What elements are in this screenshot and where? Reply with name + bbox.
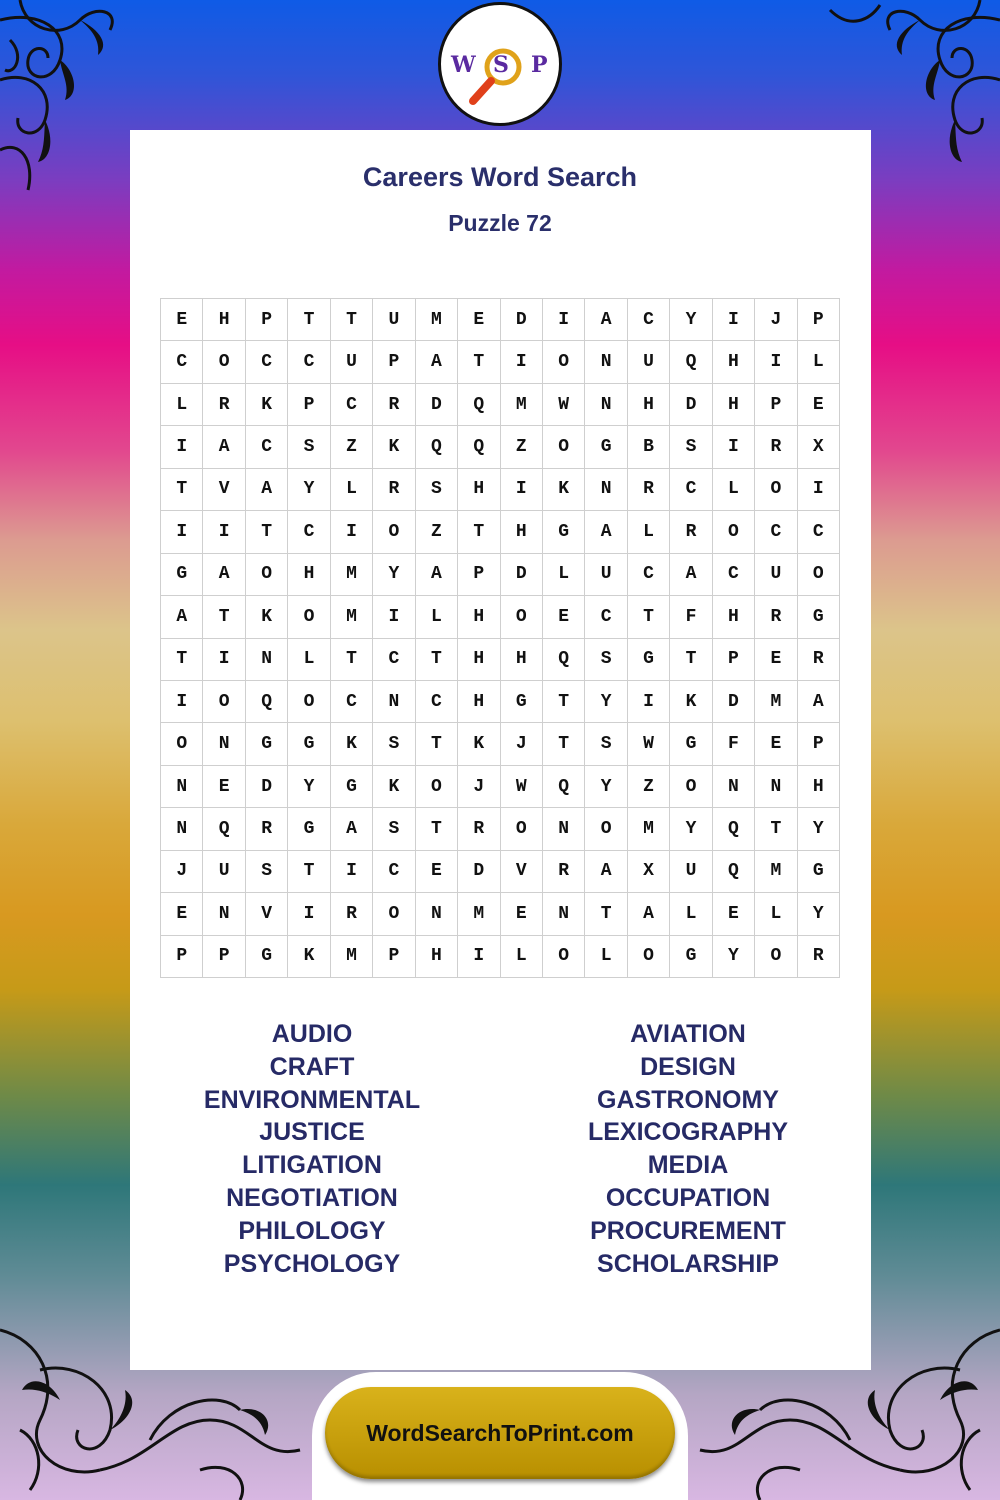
grid-cell[interactable]: A bbox=[585, 851, 627, 893]
grid-cell[interactable]: N bbox=[161, 808, 203, 850]
grid-cell[interactable]: I bbox=[501, 341, 543, 383]
grid-cell[interactable]: M bbox=[416, 299, 458, 341]
grid-cell[interactable]: I bbox=[458, 936, 500, 978]
logo-letter-p: P bbox=[531, 52, 548, 78]
grid-cell[interactable]: R bbox=[373, 469, 415, 511]
grid-cell[interactable]: U bbox=[373, 299, 415, 341]
grid-cell[interactable]: T bbox=[331, 299, 373, 341]
grid-cell[interactable]: M bbox=[331, 554, 373, 596]
grid-cell[interactable]: Z bbox=[628, 766, 670, 808]
grid-cell[interactable]: T bbox=[628, 596, 670, 638]
grid-cell[interactable]: G bbox=[798, 596, 840, 638]
grid-cell[interactable]: R bbox=[755, 596, 797, 638]
grid-cell[interactable]: D bbox=[713, 681, 755, 723]
grid-cell[interactable]: G bbox=[288, 723, 330, 765]
grid-cell[interactable]: L bbox=[501, 936, 543, 978]
grid-cell[interactable]: C bbox=[288, 341, 330, 383]
grid-cell[interactable]: H bbox=[713, 596, 755, 638]
grid-cell[interactable]: O bbox=[416, 766, 458, 808]
grid-cell[interactable]: U bbox=[628, 341, 670, 383]
grid-cell[interactable]: L bbox=[543, 554, 585, 596]
grid-cell[interactable]: E bbox=[458, 299, 500, 341]
grid-cell[interactable]: T bbox=[543, 723, 585, 765]
grid-cell[interactable]: T bbox=[416, 639, 458, 681]
grid-cell[interactable]: N bbox=[246, 639, 288, 681]
grid-cell[interactable]: Z bbox=[331, 426, 373, 468]
grid-cell[interactable]: I bbox=[373, 596, 415, 638]
grid-cell[interactable]: T bbox=[161, 639, 203, 681]
grid-cell[interactable]: I bbox=[331, 511, 373, 553]
grid-cell[interactable]: I bbox=[713, 426, 755, 468]
grid-cell[interactable]: F bbox=[713, 723, 755, 765]
grid-cell[interactable]: A bbox=[416, 341, 458, 383]
grid-cell[interactable]: D bbox=[458, 851, 500, 893]
grid-cell[interactable]: A bbox=[670, 554, 712, 596]
grid-cell[interactable]: F bbox=[670, 596, 712, 638]
grid-cell[interactable]: O bbox=[755, 936, 797, 978]
grid-cell[interactable]: I bbox=[288, 893, 330, 935]
grid-cell[interactable]: G bbox=[246, 723, 288, 765]
grid-cell[interactable]: S bbox=[373, 808, 415, 850]
grid-cell[interactable]: X bbox=[628, 851, 670, 893]
grid-cell[interactable]: T bbox=[288, 851, 330, 893]
grid-cell[interactable]: E bbox=[501, 893, 543, 935]
grid-cell[interactable]: C bbox=[670, 469, 712, 511]
grid-cell[interactable]: H bbox=[458, 681, 500, 723]
grid-cell[interactable]: Y bbox=[288, 469, 330, 511]
grid-cell[interactable]: T bbox=[288, 299, 330, 341]
grid-cell[interactable]: U bbox=[203, 851, 245, 893]
grid-cell[interactable]: P bbox=[203, 936, 245, 978]
word-item: GASTRONOMY bbox=[597, 1085, 779, 1114]
grid-cell[interactable]: R bbox=[458, 808, 500, 850]
grid-cell[interactable]: I bbox=[161, 426, 203, 468]
grid-cell[interactable]: C bbox=[416, 681, 458, 723]
grid-cell[interactable]: S bbox=[416, 469, 458, 511]
grid-cell[interactable]: Q bbox=[416, 426, 458, 468]
grid-cell[interactable]: E bbox=[755, 639, 797, 681]
grid-cell[interactable]: Q bbox=[543, 766, 585, 808]
grid-cell[interactable]: C bbox=[331, 681, 373, 723]
grid-cell[interactable]: R bbox=[203, 384, 245, 426]
grid-cell[interactable]: H bbox=[416, 936, 458, 978]
grid-cell[interactable]: I bbox=[755, 341, 797, 383]
grid-cell[interactable]: A bbox=[798, 681, 840, 723]
grid-cell[interactable]: Q bbox=[543, 639, 585, 681]
grid-cell[interactable]: I bbox=[543, 299, 585, 341]
grid-cell[interactable]: R bbox=[543, 851, 585, 893]
grid-cell[interactable]: T bbox=[161, 469, 203, 511]
grid-cell[interactable]: S bbox=[585, 723, 627, 765]
grid-cell[interactable]: K bbox=[373, 426, 415, 468]
grid-cell[interactable]: N bbox=[373, 681, 415, 723]
grid-cell[interactable]: Y bbox=[798, 808, 840, 850]
grid-cell[interactable]: K bbox=[331, 723, 373, 765]
grid-cell[interactable]: O bbox=[373, 511, 415, 553]
word-item: ENVIRONMENTAL bbox=[203, 1085, 421, 1114]
grid-cell[interactable]: I bbox=[161, 681, 203, 723]
grid-cell[interactable]: K bbox=[543, 469, 585, 511]
grid-cell[interactable]: C bbox=[288, 511, 330, 553]
site-link-button[interactable]: WordSearchToPrint.com bbox=[325, 1387, 675, 1479]
grid-cell[interactable]: T bbox=[458, 341, 500, 383]
grid-cell[interactable]: E bbox=[755, 723, 797, 765]
grid-cell[interactable]: G bbox=[331, 766, 373, 808]
grid-cell[interactable]: L bbox=[331, 469, 373, 511]
grid-cell[interactable]: X bbox=[798, 426, 840, 468]
grid-cell[interactable]: P bbox=[798, 299, 840, 341]
grid-cell[interactable]: O bbox=[501, 596, 543, 638]
grid-cell[interactable]: M bbox=[628, 808, 670, 850]
grid-cell[interactable]: N bbox=[585, 384, 627, 426]
grid-cell[interactable]: O bbox=[628, 936, 670, 978]
grid-cell[interactable]: Y bbox=[288, 766, 330, 808]
grid-cell[interactable]: Z bbox=[416, 511, 458, 553]
grid-cell[interactable]: K bbox=[373, 766, 415, 808]
word-item: JUSTICE bbox=[259, 1118, 365, 1147]
word-item: MEDIA bbox=[647, 1151, 729, 1180]
grid-cell[interactable]: Y bbox=[670, 808, 712, 850]
grid-cell[interactable]: N bbox=[203, 723, 245, 765]
grid-cell[interactable]: N bbox=[713, 766, 755, 808]
grid-cell[interactable]: D bbox=[501, 554, 543, 596]
grid-cell[interactable]: D bbox=[246, 766, 288, 808]
grid-cell[interactable]: O bbox=[543, 426, 585, 468]
grid-cell[interactable]: I bbox=[203, 639, 245, 681]
grid-cell[interactable]: T bbox=[585, 893, 627, 935]
grid-cell[interactable]: O bbox=[203, 341, 245, 383]
grid-cell[interactable]: O bbox=[543, 341, 585, 383]
grid-cell[interactable]: H bbox=[501, 639, 543, 681]
grid-cell[interactable]: G bbox=[288, 808, 330, 850]
grid-cell[interactable]: M bbox=[755, 681, 797, 723]
grid-cell[interactable]: J bbox=[501, 723, 543, 765]
grid-cell[interactable]: R bbox=[798, 639, 840, 681]
grid-cell[interactable]: I bbox=[628, 681, 670, 723]
grid-cell[interactable]: S bbox=[246, 851, 288, 893]
word-item: OCCUPATION bbox=[605, 1183, 771, 1212]
page-title: Careers Word Search bbox=[362, 162, 638, 192]
grid-cell[interactable]: M bbox=[458, 893, 500, 935]
grid-cell[interactable]: B bbox=[628, 426, 670, 468]
grid-cell[interactable]: K bbox=[458, 723, 500, 765]
grid-cell[interactable]: H bbox=[713, 341, 755, 383]
grid-cell[interactable]: C bbox=[246, 426, 288, 468]
grid-cell[interactable]: C bbox=[161, 341, 203, 383]
word-item: PSYCHOLOGY bbox=[223, 1249, 401, 1278]
grid-cell[interactable]: Y bbox=[670, 299, 712, 341]
grid-cell[interactable]: T bbox=[543, 681, 585, 723]
grid-cell[interactable]: G bbox=[628, 639, 670, 681]
grid-cell[interactable]: O bbox=[288, 681, 330, 723]
grid-cell[interactable]: O bbox=[246, 554, 288, 596]
grid-cell[interactable]: H bbox=[458, 639, 500, 681]
grid-cell[interactable]: E bbox=[203, 766, 245, 808]
grid-cell[interactable]: A bbox=[331, 808, 373, 850]
grid-cell[interactable]: E bbox=[416, 851, 458, 893]
grid-cell[interactable]: Q bbox=[670, 341, 712, 383]
grid-cell[interactable]: U bbox=[670, 851, 712, 893]
word-item: AUDIO bbox=[271, 1020, 353, 1048]
grid-cell[interactable]: E bbox=[161, 893, 203, 935]
grid-cell[interactable]: O bbox=[288, 596, 330, 638]
grid-cell[interactable]: W bbox=[543, 384, 585, 426]
word-item: LEXICOGRAPHY bbox=[587, 1118, 789, 1147]
grid-cell[interactable]: P bbox=[755, 384, 797, 426]
grid-cell[interactable]: I bbox=[713, 299, 755, 341]
grid-cell[interactable]: N bbox=[161, 766, 203, 808]
grid-cell[interactable]: K bbox=[246, 596, 288, 638]
grid-cell[interactable]: W bbox=[628, 723, 670, 765]
word-list-right bbox=[508, 1018, 868, 1280]
grid-cell[interactable]: Z bbox=[501, 426, 543, 468]
grid-cell[interactable]: J bbox=[458, 766, 500, 808]
grid-cell[interactable]: I bbox=[501, 469, 543, 511]
grid-cell[interactable]: T bbox=[458, 511, 500, 553]
grid-cell[interactable]: T bbox=[246, 511, 288, 553]
grid-cell[interactable]: Q bbox=[713, 851, 755, 893]
grid-cell[interactable]: U bbox=[755, 554, 797, 596]
grid-cell[interactable]: P bbox=[458, 554, 500, 596]
grid-cell[interactable]: A bbox=[203, 554, 245, 596]
grid-cell[interactable]: S bbox=[670, 426, 712, 468]
grid-cell[interactable]: L bbox=[416, 596, 458, 638]
grid-cell[interactable]: A bbox=[416, 554, 458, 596]
grid-cell[interactable]: C bbox=[373, 639, 415, 681]
grid-cell[interactable]: S bbox=[373, 723, 415, 765]
grid-cell[interactable]: N bbox=[543, 893, 585, 935]
grid-cell[interactable]: N bbox=[585, 469, 627, 511]
grid-cell[interactable]: Q bbox=[458, 384, 500, 426]
grid-cell[interactable]: R bbox=[246, 808, 288, 850]
word-item: DESIGN bbox=[640, 1052, 736, 1081]
grid-cell[interactable]: C bbox=[585, 596, 627, 638]
grid-cell[interactable]: R bbox=[628, 469, 670, 511]
grid-cell[interactable]: H bbox=[501, 511, 543, 553]
grid-cell[interactable]: G bbox=[798, 851, 840, 893]
grid-cell[interactable]: C bbox=[628, 554, 670, 596]
wsp-logo bbox=[438, 2, 562, 126]
grid-cell[interactable]: H bbox=[713, 384, 755, 426]
grid-cell[interactable]: C bbox=[246, 341, 288, 383]
grid-cell[interactable]: H bbox=[628, 384, 670, 426]
grid-cell[interactable]: L bbox=[798, 341, 840, 383]
grid-cell[interactable]: O bbox=[161, 723, 203, 765]
grid-cell[interactable]: R bbox=[331, 893, 373, 935]
grid-cell[interactable]: S bbox=[288, 426, 330, 468]
grid-cell[interactable]: D bbox=[670, 384, 712, 426]
grid-cell[interactable]: A bbox=[161, 596, 203, 638]
grid-cell[interactable]: L bbox=[755, 893, 797, 935]
grid-cell[interactable]: K bbox=[670, 681, 712, 723]
grid-cell[interactable]: M bbox=[331, 936, 373, 978]
grid-cell[interactable]: O bbox=[713, 511, 755, 553]
grid-cell[interactable]: Q bbox=[246, 681, 288, 723]
grid-cell[interactable]: L bbox=[288, 639, 330, 681]
grid-cell[interactable]: S bbox=[585, 639, 627, 681]
grid-cell[interactable]: T bbox=[416, 808, 458, 850]
grid-cell[interactable]: P bbox=[373, 936, 415, 978]
grid-cell[interactable]: K bbox=[246, 384, 288, 426]
grid-cell[interactable]: L bbox=[161, 384, 203, 426]
grid-cell[interactable]: G bbox=[246, 936, 288, 978]
grid-cell[interactable]: Y bbox=[713, 936, 755, 978]
grid-cell[interactable]: M bbox=[755, 851, 797, 893]
grid-cell[interactable]: Y bbox=[585, 681, 627, 723]
grid-cell[interactable]: G bbox=[543, 511, 585, 553]
grid-cell[interactable]: G bbox=[501, 681, 543, 723]
grid-cell[interactable]: W bbox=[501, 766, 543, 808]
grid-cell[interactable]: C bbox=[755, 511, 797, 553]
word-item: NEGOTIATION bbox=[226, 1183, 398, 1212]
grid-cell[interactable]: T bbox=[670, 639, 712, 681]
grid-cell[interactable]: C bbox=[628, 299, 670, 341]
grid-cell[interactable]: N bbox=[203, 893, 245, 935]
grid-cell[interactable]: E bbox=[161, 299, 203, 341]
grid-cell[interactable]: C bbox=[798, 511, 840, 553]
grid-cell[interactable]: E bbox=[798, 384, 840, 426]
grid-cell[interactable]: T bbox=[203, 596, 245, 638]
grid-cell[interactable]: O bbox=[543, 936, 585, 978]
grid-cell[interactable]: U bbox=[585, 554, 627, 596]
word-item: PHILOLOGY bbox=[238, 1216, 386, 1245]
grid-cell[interactable]: M bbox=[331, 596, 373, 638]
grid-cell[interactable]: I bbox=[161, 511, 203, 553]
grid-cell[interactable]: O bbox=[585, 808, 627, 850]
grid-cell[interactable]: L bbox=[628, 511, 670, 553]
grid-cell[interactable]: O bbox=[755, 469, 797, 511]
grid-cell[interactable]: O bbox=[670, 766, 712, 808]
grid-cell[interactable]: L bbox=[713, 469, 755, 511]
grid-cell[interactable]: R bbox=[670, 511, 712, 553]
word-list-left bbox=[132, 1018, 492, 1280]
grid-cell[interactable]: H bbox=[288, 554, 330, 596]
grid-cell[interactable]: M bbox=[501, 384, 543, 426]
grid-cell[interactable]: R bbox=[798, 936, 840, 978]
grid-cell[interactable]: U bbox=[331, 341, 373, 383]
word-item: CRAFT bbox=[269, 1052, 355, 1081]
grid-cell[interactable]: Y bbox=[585, 766, 627, 808]
word-item: SCHOLARSHIP bbox=[597, 1249, 779, 1278]
grid-cell[interactable]: O bbox=[798, 554, 840, 596]
grid-cell[interactable]: C bbox=[331, 384, 373, 426]
grid-cell[interactable]: L bbox=[670, 893, 712, 935]
word-item: AVIATION bbox=[630, 1020, 746, 1048]
grid-cell[interactable]: O bbox=[203, 681, 245, 723]
grid-cell[interactable]: Y bbox=[798, 893, 840, 935]
grid-cell[interactable]: T bbox=[755, 808, 797, 850]
word-item: LITIGATION bbox=[242, 1151, 382, 1180]
grid-cell[interactable]: P bbox=[713, 639, 755, 681]
grid-cell[interactable]: V bbox=[501, 851, 543, 893]
logo-letter-s: S bbox=[493, 52, 509, 78]
grid-cell[interactable]: A bbox=[585, 299, 627, 341]
grid-cell[interactable]: P bbox=[373, 341, 415, 383]
grid-cell[interactable]: A bbox=[246, 469, 288, 511]
grid-cell[interactable]: G bbox=[670, 723, 712, 765]
grid-cell[interactable]: H bbox=[203, 299, 245, 341]
grid-cell[interactable]: P bbox=[161, 936, 203, 978]
grid-cell[interactable]: H bbox=[458, 469, 500, 511]
puzzle-number: Puzzle 72 bbox=[448, 210, 552, 236]
grid-cell[interactable]: I bbox=[203, 511, 245, 553]
grid-cell[interactable]: O bbox=[501, 808, 543, 850]
grid-cell[interactable]: J bbox=[755, 299, 797, 341]
grid-cell[interactable]: P bbox=[798, 723, 840, 765]
grid-cell[interactable]: P bbox=[288, 384, 330, 426]
grid-cell[interactable]: T bbox=[331, 639, 373, 681]
grid-cell[interactable]: I bbox=[798, 469, 840, 511]
grid-cell[interactable]: P bbox=[246, 299, 288, 341]
grid-cell[interactable]: J bbox=[161, 851, 203, 893]
grid-cell[interactable]: C bbox=[713, 554, 755, 596]
grid-cell[interactable]: I bbox=[331, 851, 373, 893]
grid-cell[interactable]: Y bbox=[373, 554, 415, 596]
grid-cell[interactable]: N bbox=[755, 766, 797, 808]
grid-cell[interactable]: V bbox=[203, 469, 245, 511]
grid-cell[interactable]: A bbox=[203, 426, 245, 468]
grid-cell[interactable]: L bbox=[585, 936, 627, 978]
grid-cell[interactable]: D bbox=[416, 384, 458, 426]
grid-cell[interactable]: G bbox=[585, 426, 627, 468]
grid-cell[interactable]: A bbox=[585, 511, 627, 553]
grid-cell[interactable]: T bbox=[416, 723, 458, 765]
grid-cell[interactable]: Q bbox=[458, 426, 500, 468]
grid-cell[interactable]: N bbox=[585, 341, 627, 383]
grid-cell[interactable]: D bbox=[501, 299, 543, 341]
grid-cell[interactable]: E bbox=[543, 596, 585, 638]
grid-cell[interactable]: E bbox=[713, 893, 755, 935]
grid-cell[interactable]: R bbox=[755, 426, 797, 468]
grid-cell[interactable]: N bbox=[543, 808, 585, 850]
grid-cell[interactable]: V bbox=[246, 893, 288, 935]
logo-letter-w: W bbox=[451, 52, 476, 78]
grid-cell[interactable]: C bbox=[373, 851, 415, 893]
grid-cell[interactable]: H bbox=[458, 596, 500, 638]
grid-cell[interactable]: O bbox=[373, 893, 415, 935]
grid-cell[interactable]: N bbox=[416, 893, 458, 935]
letter-grid bbox=[160, 298, 840, 978]
word-item: PROCUREMENT bbox=[590, 1216, 786, 1245]
grid-cell[interactable]: R bbox=[373, 384, 415, 426]
grid-cell[interactable]: G bbox=[161, 554, 203, 596]
grid-cell[interactable]: H bbox=[798, 766, 840, 808]
grid-cell[interactable]: A bbox=[628, 893, 670, 935]
grid-cell[interactable]: K bbox=[288, 936, 330, 978]
grid-cell[interactable]: Q bbox=[713, 808, 755, 850]
grid-cell[interactable]: G bbox=[670, 936, 712, 978]
grid-cell[interactable]: Q bbox=[203, 808, 245, 850]
